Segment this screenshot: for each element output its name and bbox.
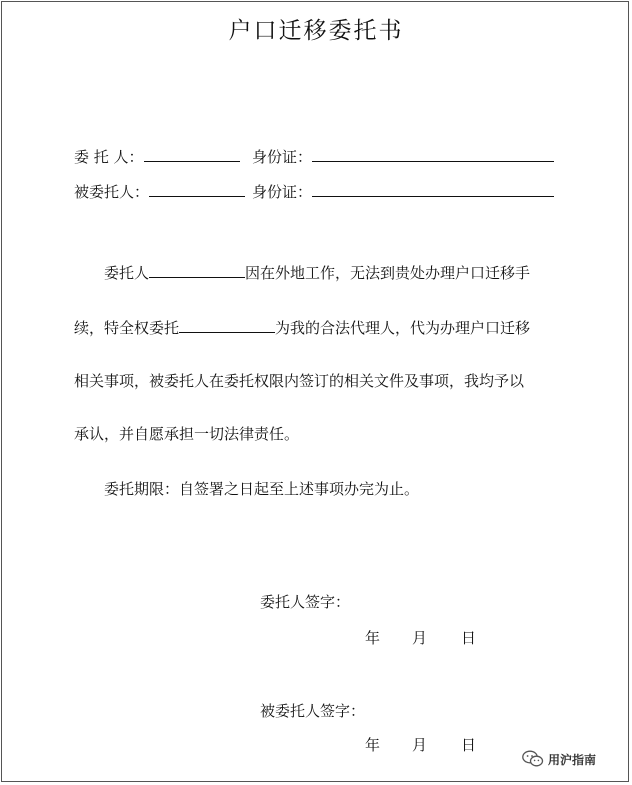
document-title: 户口迁移委托书	[228, 18, 404, 44]
body-line-3: 相关事项，被委托人在委托权限内签订的相关文件及事项，我均予以	[74, 372, 525, 390]
day-label: 日	[461, 736, 477, 754]
principal-id-row	[252, 146, 554, 167]
term-line: 委托期限：自签署之日起至上述事项办完为止。	[104, 480, 420, 498]
principal-field-row	[74, 146, 240, 167]
month-label: 月	[412, 736, 428, 754]
document-border	[1, 1, 629, 782]
watermark	[522, 749, 596, 769]
agent-date-row	[365, 735, 476, 755]
agent-name-blank	[149, 181, 245, 197]
wechat-icon	[522, 750, 544, 768]
principal-inline-blank	[149, 262, 245, 278]
body-text: 为我的合法代理人，代为办理户口迁移	[275, 319, 531, 337]
agent-id-label: 身份证：	[252, 183, 313, 201]
principal-id-blank	[312, 146, 554, 162]
body-text: 因在外地工作，无法到贵处办理户口迁移手	[245, 264, 531, 282]
watermark-text: 用沪指南	[548, 752, 597, 767]
year-label: 年	[365, 629, 381, 647]
agent-id-blank	[312, 181, 554, 197]
principal-label: 委 托 人：	[74, 148, 144, 166]
month-label: 月	[412, 629, 428, 647]
year-label: 年	[365, 736, 381, 754]
principal-name-blank	[144, 146, 240, 162]
agent-inline-blank	[179, 317, 275, 333]
agent-id-row	[252, 181, 554, 202]
principal-id-label: 身份证：	[252, 148, 313, 166]
agent-field-row	[74, 181, 245, 202]
body-line-1	[104, 262, 530, 283]
day-label: 日	[461, 629, 477, 647]
agent-label: 被委托人：	[74, 183, 150, 201]
principal-signature-label: 委托人签字：	[260, 593, 351, 611]
body-line-4: 承认，并自愿承担一切法律责任。	[74, 425, 300, 443]
body-line-2	[74, 317, 530, 338]
principal-date-row	[365, 628, 476, 648]
body-text: 续，特全权委托	[74, 319, 180, 337]
agent-signature-label: 被委托人签字：	[260, 702, 366, 720]
body-text: 委托人	[104, 264, 150, 282]
